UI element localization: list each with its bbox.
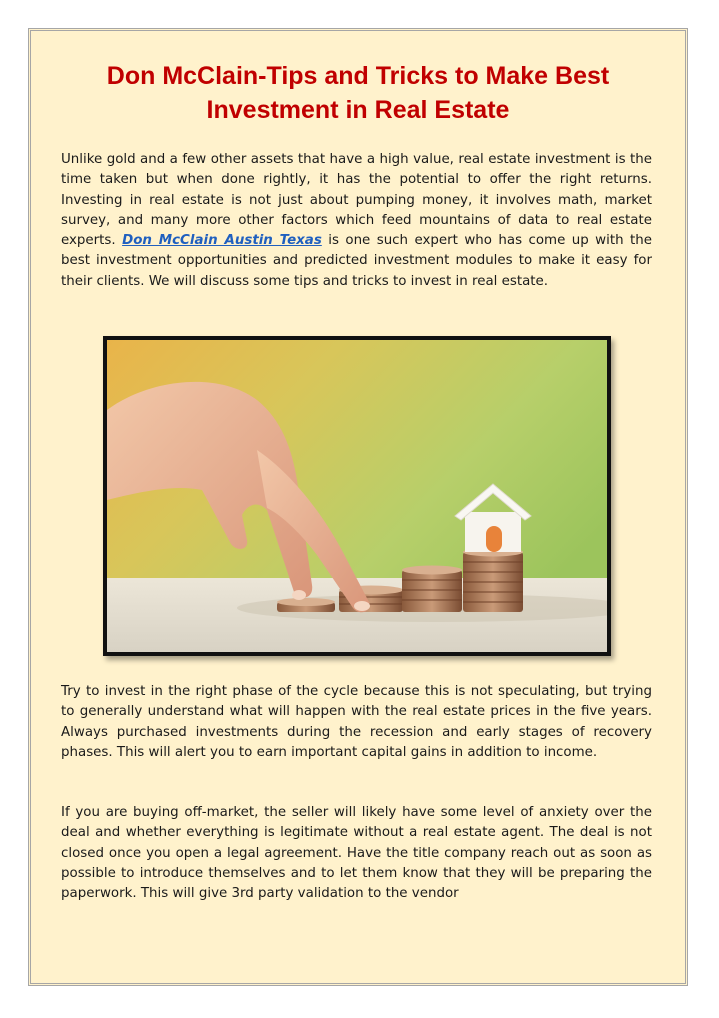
intro-text-before-link: Unlike gold and a few other assets that have a high value, real estate investment is the time taken but when done rightly, it has the potential to offer the right returns. Investing in real estate is not just about pumping money, it involves math, market survey, and many more other factors which feed mountains of data to real estate experts. xyxy=(61,152,652,249)
don-mcclain-link[interactable]: Don McClain Austin Texas xyxy=(122,233,322,249)
coin-stack-1 xyxy=(277,598,335,612)
intro-paragraph xyxy=(61,150,652,292)
title-line-2: Investment in Real Estate xyxy=(206,96,510,124)
investment-photo xyxy=(103,336,611,656)
coin-stack-3 xyxy=(402,566,462,613)
intro-text-after-link: is one such expert who has come up with the best investment opportunities and predicted investment modules to make it easy for their clients. We will discuss some tips and tricks to invest in real estate. xyxy=(61,233,652,289)
cycle-paragraph: Try to invest in the right phase of the cycle because this is not speculating, but trying to generally understand what will happen with the real estate prices in the five years. Always purchased investments during the recession and early stages of recovery phases. This will alert you to earn important capital gains in addition to income. xyxy=(61,684,652,760)
off-market-paragraph: If you are buying off-market, the seller will likely have some level of anxiety over the deal and whether everything is legitimate without a real estate agent. The deal is not closed once you open a legal agreement. Have the title company reach out as soon as possible to introduce themselves and to let them know that they will be preparing the paperwork. This will give 3rd party validation to the vendor xyxy=(61,805,652,902)
hand-coins-house-illustration xyxy=(107,340,607,652)
title-line-1: Don McClain-Tips and Tricks to Make Best xyxy=(106,62,610,90)
coin-stack-4 xyxy=(463,548,523,613)
document-page xyxy=(28,28,688,986)
page-title xyxy=(31,59,685,127)
